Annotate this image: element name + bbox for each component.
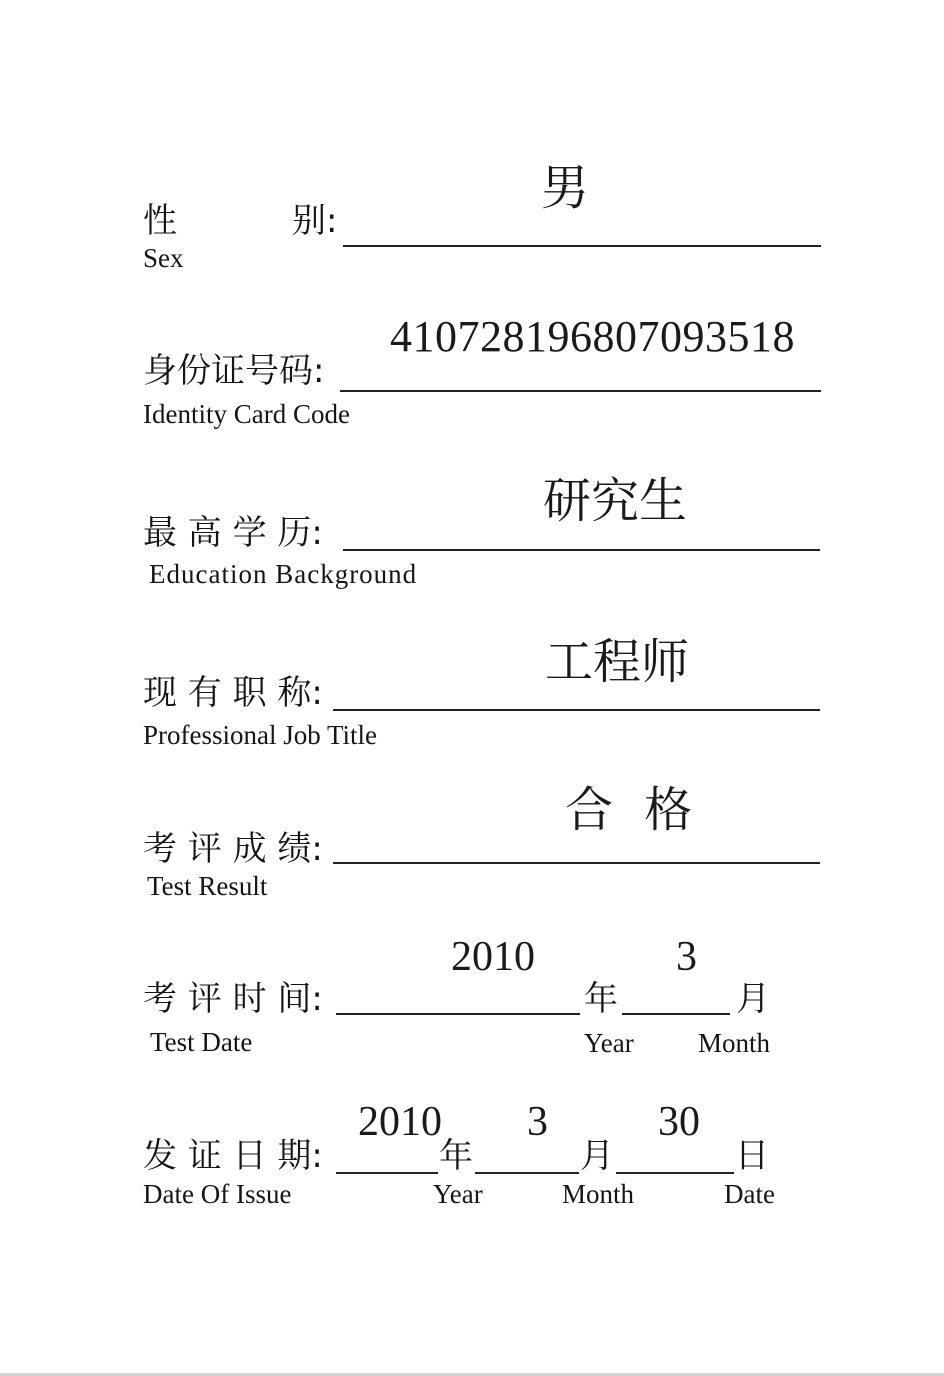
issue-date-month-en: Month <box>562 1179 635 1209</box>
test-date-month-unit: 月 <box>736 979 770 1019</box>
issue-date-month-underline <box>475 1172 579 1174</box>
sex-label-en: Sex <box>143 243 184 273</box>
education-label-en: Education Background <box>149 559 418 589</box>
issue-date-year-value: 2010 <box>358 1099 442 1145</box>
test-date-label-cn: 考 评 时 间: <box>143 979 323 1019</box>
issue-date-label-cn: 发 证 日 期: <box>143 1136 323 1176</box>
issue-date-year-unit: 年 <box>439 1136 473 1176</box>
test-date-month-en: Month <box>698 1028 771 1058</box>
sex-label-cn-2: 别: <box>292 201 338 241</box>
id-code-value: 410728196807093518 <box>390 312 795 361</box>
test-date-year-underline <box>336 1013 580 1015</box>
test-date-year-en: Year <box>584 1028 634 1058</box>
test-result-underline <box>333 862 820 864</box>
education-underline <box>343 549 820 551</box>
id-code-label-cn: 身份证号码: <box>143 351 325 391</box>
issue-date-day-value: 30 <box>658 1099 700 1145</box>
issue-date-day-unit: 日 <box>735 1136 769 1176</box>
issue-date-year-underline <box>336 1172 438 1174</box>
test-date-year-value: 2010 <box>451 934 535 980</box>
test-result-label-cn: 考 评 成 绩: <box>143 829 323 869</box>
issue-date-day-underline <box>616 1172 734 1174</box>
issue-date-month-unit: 月 <box>580 1136 614 1176</box>
education-label-cn: 最 高 学 历: <box>143 513 323 553</box>
job-title-value: 工程师 <box>545 634 690 690</box>
sex-label-cn-1: 性 <box>143 201 177 241</box>
id-code-label-en: Identity Card Code <box>143 399 350 429</box>
issue-date-year-en: Year <box>433 1179 483 1209</box>
job-title-underline <box>333 709 820 711</box>
test-result-value: 合 格 <box>565 782 701 838</box>
sex-value: 男 <box>541 160 590 216</box>
test-date-year-unit: 年 <box>584 979 618 1019</box>
job-title-label-en: Professional Job Title <box>143 720 378 750</box>
sex-underline <box>343 245 821 247</box>
test-date-month-value: 3 <box>676 934 697 980</box>
test-date-month-underline <box>622 1013 730 1015</box>
education-value: 研究生 <box>543 473 688 529</box>
job-title-label-cn: 现 有 职 称: <box>143 673 323 713</box>
issue-date-day-en: Date <box>724 1179 775 1209</box>
test-date-label-en: Test Date <box>150 1027 253 1057</box>
test-result-label-en: Test Result <box>147 871 268 901</box>
issue-date-month-value: 3 <box>527 1099 548 1145</box>
issue-date-label-en: Date Of Issue <box>143 1179 292 1209</box>
id-code-underline <box>340 390 821 392</box>
